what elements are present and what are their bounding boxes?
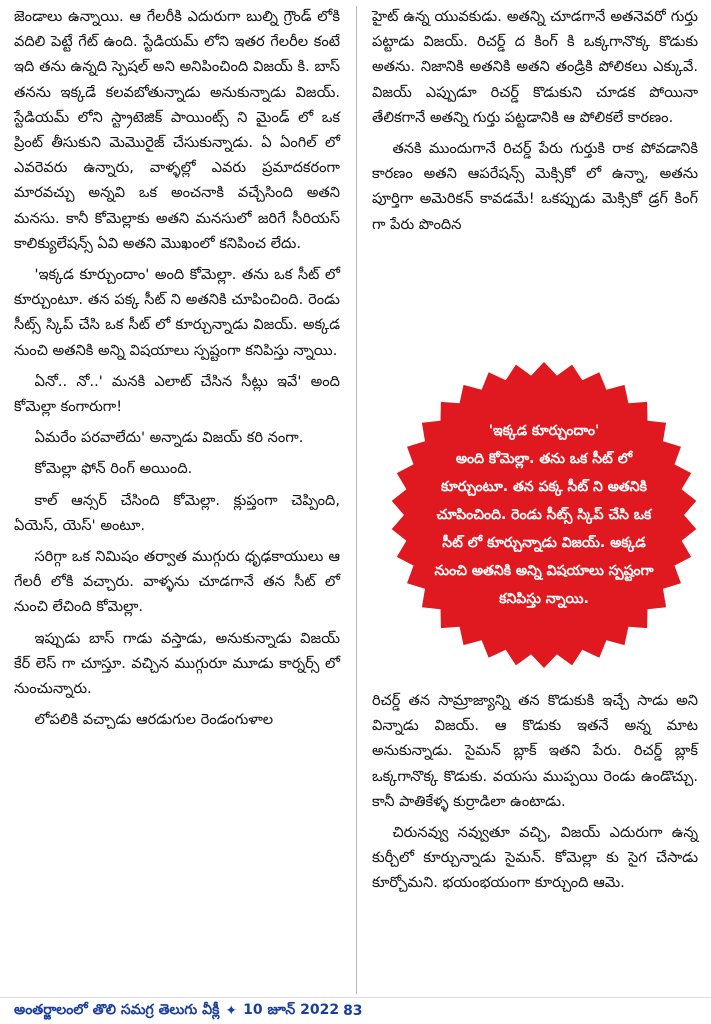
paragraph: సరిగ్గా ఒక నిమిషం తర్వాత ముగ్గురు ధృఢకాయులు ఆ గేలరీ లోకి వచ్చారు. వాళ్ళను చూడగానే తన సీట్ లో నుంచి లేచింది కోమెల్లా. (14, 548, 340, 616)
pull-quote-burst (389, 360, 699, 670)
paragraph: హైట్ ఉన్న యువకుడు. అతన్ని చూడగానే అతనెవరో గుర్తు పట్టాడు విజయ్. రిచర్డ్ ద కింగ్ కి ఒక్కగానొక్క కొడుకు అతను. నిజానికి అతనికి అతని తండ్రికి పోలికలు ఎక్కువే. విజయ్ ఎప్పుడూ రిచర్డ్ కొడుకుని చూడక పోయినా తేలికగానే అతన్ని గుర్తు పట్టడానికి ఆ పోలికలే కారణం. (372, 8, 698, 126)
paragraph: 'ఇక్కడ కూర్చుందాం' అంది కోమెల్లా. తను ఒక సీట్ లో కూర్చుంటూ. తన పక్క సీట్ ని అతనికి చూపించింది. రెండు సీట్స్ స్కిప్ చేసి ఒక సీట్ లో కూర్చున్నాడు విజయ్. అక్కడ నుంచి అతనికి అన్ని విషయాలు స్పష్టంగా కనిపిస్తు న్నాయి. (14, 266, 340, 359)
pull-quote-heading: 'ఇక్కడ కూర్చుందాం' (488, 423, 600, 439)
left-column (14, 4, 340, 738)
paragraph: జెండాలు ఉన్నాయి. ఆ గేలరీకి ఎదురుగా బుల్ని గ్రౌండ్ లోకి వదిలి పెట్టే గేట్ ఉంది. స్టేడియమ్ లోని ఇతర గేలరీల కంటే ఇది తను ఉన్నది స్పెషల్ అని అనిపించింది విజయ్ కి. బాస్ తనను ఇక్కడే కలవబోతున్నాడు అనుకున్నాడు విజయ్. స్టేడియమ్ లోని స్ట్రాటెజిక్ పాయింట్స్ ని మైండ్ లో ఒక ప్రింట్ తీసుకుని మెమొరైజ్ చేసుకున్నాడు. ఏ ఏంగిల్ లో ఎవరెవరు ఉన్నారు, వాళ్ళల్లో ఎవరు ప్రమాదకరంగా మారవచ్చు అన్నవి ఒక అంచనాకి వచ్చేసింది అతని మనసు. కానీ కోమెల్లాకు అతని మనసులో జరిగే సీరియస్ కాలిక్యులేషన్స్ ఏవి అతని మొఖంలో కనిపించ లేదు. (14, 8, 340, 252)
paragraph: ఏమరేం పరవాలేదు' అన్నాడు విజయ్ కరి నంగా. (34, 429, 304, 447)
column-divider (356, 6, 357, 994)
paragraph: ఇప్పుడు బాస్ గాడు వస్తాడు, అనుకున్నాడు విజయ్ కేర్ లెస్ గా చూస్తూ. వచ్చిన ముగ్గురూ మూడు కార్నర్స్ లో నుంచున్నారు. (14, 629, 340, 698)
footer-separator-icon: ✦ (225, 1003, 238, 1019)
pull-quote-body: అంది కోమెల్లా. తను ఒక సీట్ లో కూర్చుంటూ. తన పక్క సీట్ ని అతనికి చూపించింది. రెండు సీట్స్ స్కిప్ చేసి ఒక సీట్ లో కూర్చున్నాడు విజయ్. అక్కడ నుంచి అతనికి అన్ని విషయాలు స్పష్టంగా కనిపిస్తు న్నాయి. (434, 451, 654, 607)
pull-quote-text (431, 396, 657, 634)
footer-tagline: అంతర్జాలంలో తొలి సమగ్ర తెలుగు వీక్లీ (14, 1001, 220, 1018)
footer-date: 10 జూన్ 2022 (243, 1001, 340, 1018)
paragraph: తనకి ముందుగానే రిచర్డ్ పేరు గుర్తుకి రాక పోవడానికి కారణం అతని ఆపరేషన్స్ మెక్సికో లో ఉన్నా, అతను పూర్తిగా అమెరికన్ కావడమే! ఒకప్పుడు మెక్సికో డ్రగ్ కింగ్ గా పేరు పొందిన (372, 140, 698, 233)
paragraph: రిచర్డ్ తన సామ్రాజ్యాన్ని తన కొడుకుకి ఇచ్చే సాడు అని విన్నాడు విజయ్. ఆ కొడుకు ఇతనే అన్న మాట అనుకున్నాడు. సైమన్ బ్లాక్ ఇతని పేరు. రిచర్డ్ బ్లాక్ ఒక్కగానొక్క కొడుకు. వయసు ముప్పయి రెండు ఉండొచ్చు. కానీ పాతికేళ్ళ కుర్రాడిలా ఉంటాడు. (372, 692, 698, 810)
paragraph: చిరునవ్వు నవ్వుతూ వచ్చి, విజయ్ ఎదురుగా ఉన్న కుర్చీలో కూర్చున్నాడు సైమన్. కోమెల్లా కు సైగ చేసాడు కూర్చోమని. భయంభయంగా కూర్చుంది ఆమె. (372, 824, 698, 892)
page-number: 83 (343, 1003, 363, 1019)
paragraph: లోపలికి వచ్చాడు ఆరడుగుల రెండంగుళాల (34, 711, 274, 729)
paragraph: ఏనో.. నో..' మనకి ఎలాట్ చేసిన సీట్లు ఇవే' అంది కోమెల్లా కంగారుగా! (14, 372, 340, 416)
paragraph: కోమెల్లా ఫోన్ రింగ్ అయింది. (34, 460, 193, 478)
page-footer (0, 997, 711, 1024)
right-column-top (372, 4, 698, 243)
right-column-bottom (372, 688, 698, 902)
paragraph: కాల్ ఆన్సర్ చేసింది కోమెల్లా. క్లుప్తంగా చెప్పింది, ఏయెస్, యెస్' అంటూ. (14, 491, 340, 534)
